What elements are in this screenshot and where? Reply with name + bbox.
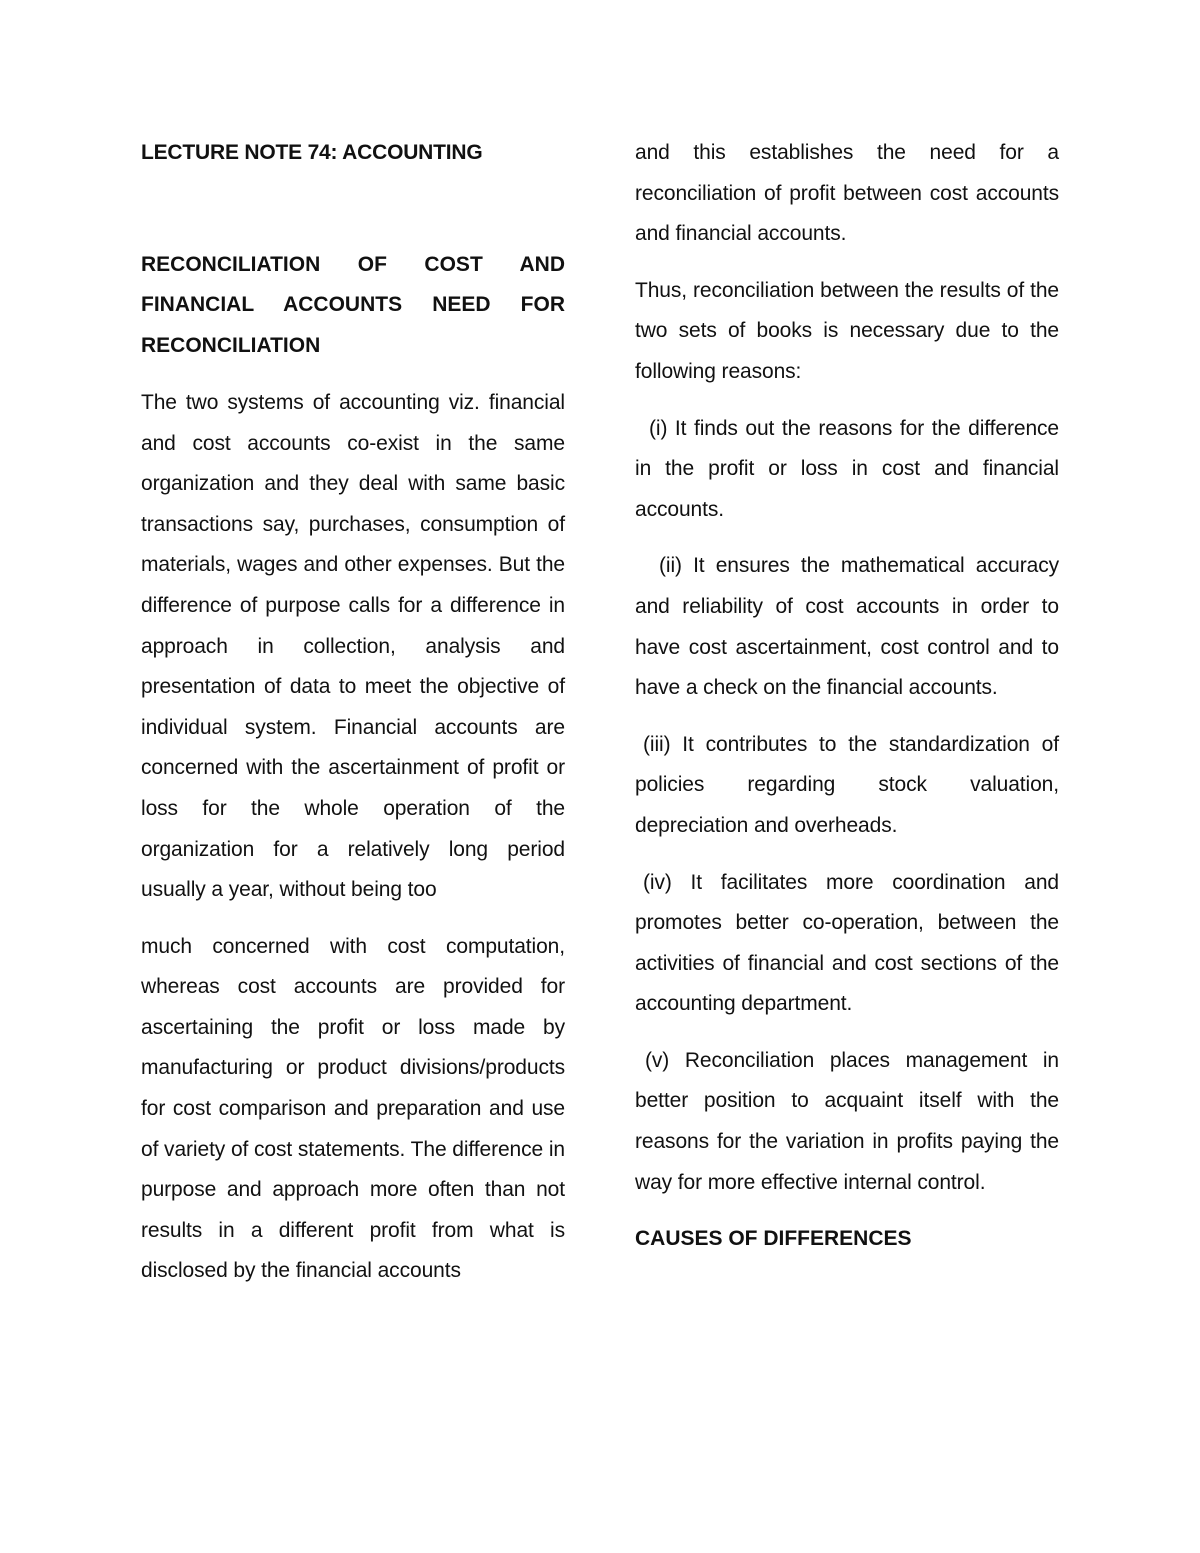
- right-column: [635, 133, 1059, 1276]
- reason-item-3: (iii) It contributes to the standardization of policies regarding stock valuation, depreciation and overheads.: [635, 732, 1059, 837]
- reason-item-4: (iv) It facilitates more coordination and promotes better co-operation, between the activities of financial and cost sections of the accounting department.: [635, 870, 1059, 1016]
- reason-item-1: (i) It finds out the reasons for the difference in the profit or loss in cost and financial accounts.: [635, 416, 1059, 521]
- reason-item-2: (ii) It ensures the mathematical accuracy and reliability of cost accounts in order to have cost ascertainment, cost control and to have a check on the financial accounts.: [635, 554, 1059, 700]
- section-heading-causes: CAUSES OF DIFFERENCES: [635, 1227, 912, 1251]
- paragraph-intro-part3: and this establishes the need for a reconciliation of profit between cost accounts and financial accounts.: [635, 141, 1059, 246]
- page-title: LECTURE NOTE 74: ACCOUNTING: [141, 141, 483, 164]
- reason-item-5: (v) Reconciliation places management in better position to acquaint itself with the reasons for the variation in profits paying the way for more effective internal control.: [635, 1048, 1059, 1194]
- paragraph-thus: Thus, reconciliation between the results of the two sets of books is necessary due to the following reasons:: [635, 278, 1059, 383]
- left-column: [141, 133, 565, 1292]
- section-heading-reconciliation: RECONCILIATION OF COST AND FINANCIAL ACCOUNTS NEED FOR RECONCILIATION: [141, 252, 565, 358]
- paragraph-intro-part2: much concerned with cost computation, whereas cost accounts are provided for ascertaining the profit or loss made by manufacturing or product divisions/products for cost comparison and preparation and use of variety of cost statements. The difference in purpose and approach more often than not results in a different profit from what is disclosed by the financial accounts: [141, 934, 565, 1283]
- paragraph-intro-part1: The two systems of accounting viz. financial and cost accounts co-exist in the same organization and they deal with same basic transactions say, purchases, consumption of materials, wages and other expenses. But the difference of purpose calls for a difference in approach in collection, analysis and presentation of data to meet the objective of individual system. Financial accounts are concerned with the ascertainment of profit or loss for the whole operation of the organization for a relatively long period usually a year, without being too: [141, 390, 565, 902]
